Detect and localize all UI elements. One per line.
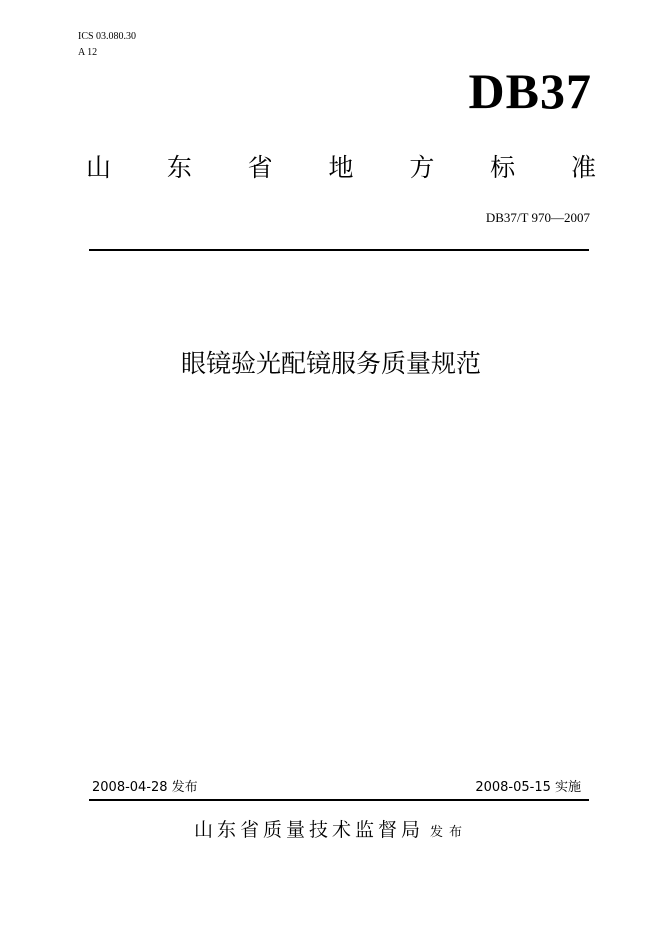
issue-date: 2008-04-28 发布 bbox=[92, 780, 198, 795]
standard-prefix: DB37 bbox=[468, 63, 592, 119]
issuer-name: 山东省质量技术监督局 bbox=[193, 819, 424, 841]
standard-type-char: 东 bbox=[166, 153, 192, 182]
standard-type-char: 山 bbox=[86, 153, 112, 182]
standard-type-char: 准 bbox=[570, 153, 596, 182]
footer-divider bbox=[89, 799, 589, 801]
standard-number: DB37/T 970—2007 bbox=[485, 210, 590, 225]
classification-code: A 12 bbox=[78, 47, 98, 58]
standard-type bbox=[86, 150, 596, 186]
standard-type-char: 地 bbox=[328, 153, 354, 182]
standard-type-char: 省 bbox=[247, 153, 273, 182]
standard-type-char: 标 bbox=[490, 153, 516, 182]
document-title: 眼镜验光配镜服务质量规范 bbox=[180, 349, 481, 378]
issuer-line bbox=[0, 817, 662, 846]
header-divider bbox=[89, 249, 589, 251]
ics-code: ICS 03.080.30 bbox=[78, 31, 137, 42]
issue-word: 发布 bbox=[430, 825, 469, 840]
implementation-date: 2008-05-15 实施 bbox=[475, 780, 581, 795]
standard-type-char: 方 bbox=[409, 153, 435, 182]
